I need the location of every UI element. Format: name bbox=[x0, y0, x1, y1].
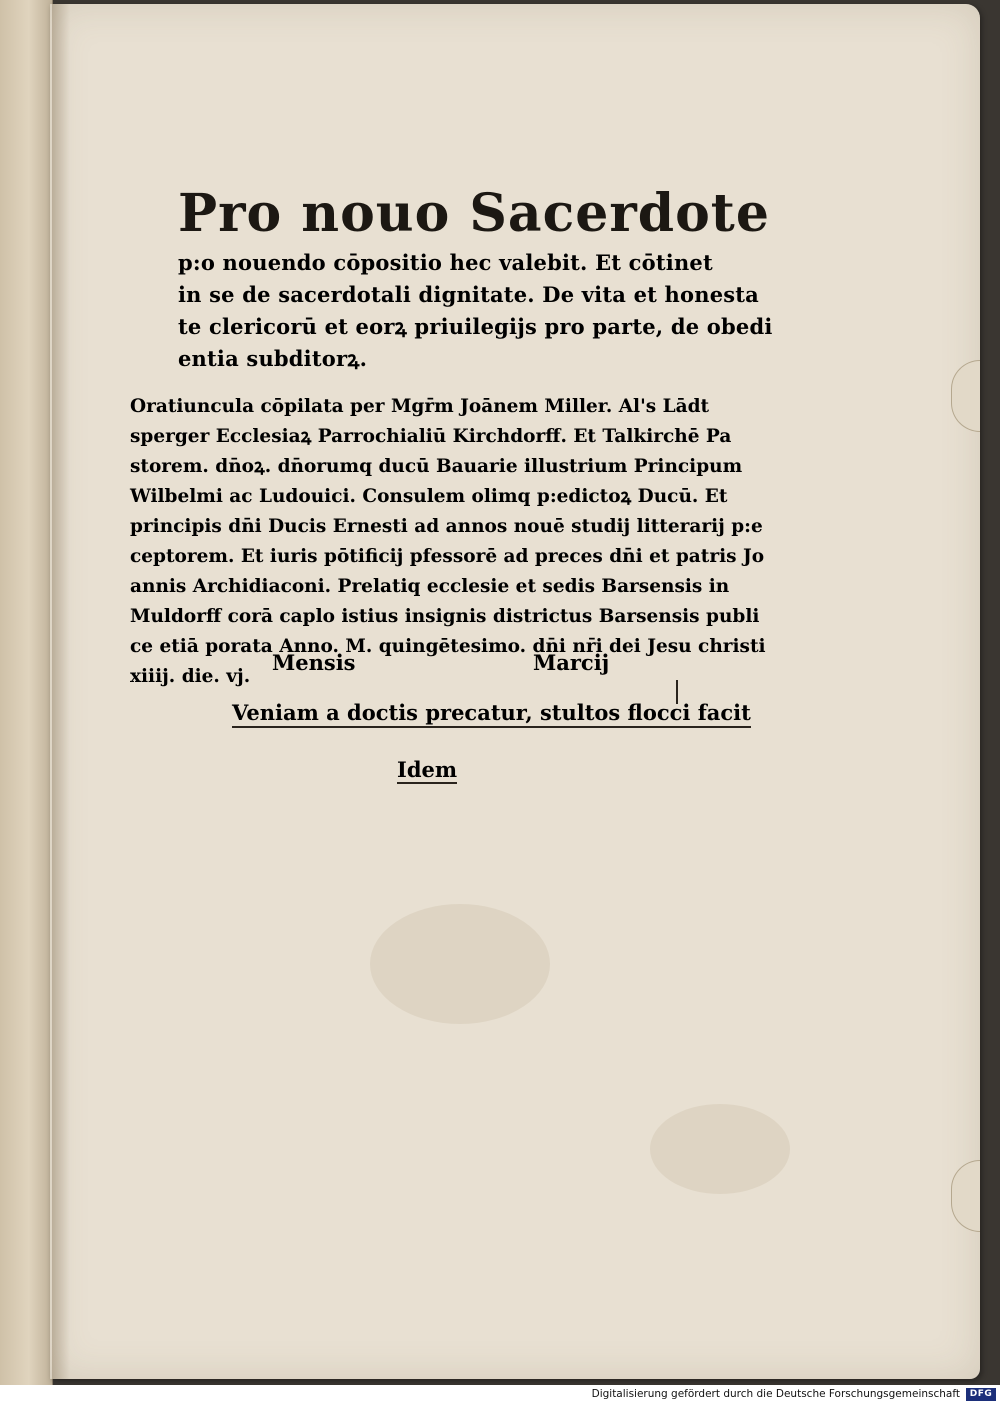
body-line: principis dn̄i Ducis Ernesti ad annos nouē studij litterarij p:e bbox=[130, 516, 763, 537]
subtitle-line: p:o nouendo cōpositio hec valebit. Et cōtinet bbox=[178, 250, 713, 275]
subtitle-line: entia subditorꝝ. bbox=[178, 346, 368, 371]
subtitle-line: te clericorū et eorꝝ priuilegijs pro parte, de obedi bbox=[178, 314, 773, 339]
page-gutter-shadow bbox=[52, 4, 70, 1379]
funding-credit: Digitalisierung gefördert durch die Deutsche Forschungsgemeinschaft bbox=[591, 1388, 960, 1400]
mensis-label: Mensis bbox=[272, 650, 356, 675]
body-line: ceptorem. Et iuris pōtificij pfessorē ad preces dn̄i et patris Jo bbox=[130, 546, 765, 567]
body-line: annis Archidiaconi. Prelatiq ecclesie et sedis Barsensis in bbox=[130, 576, 730, 597]
body-line: sperger Ecclesiaꝝ Parrochialiū Kirchdorff. Et Talkirchē Pa bbox=[130, 426, 732, 447]
previous-page-edge bbox=[0, 0, 53, 1385]
body-line: Oratiuncula cōpilata per Mgr̄m Joānem Miller. Al's Lādt bbox=[130, 396, 710, 417]
venia-line: Veniam a doctis precatur, stultos flocci facit bbox=[232, 700, 751, 728]
paper-stain bbox=[370, 904, 550, 1024]
body-line: ce etiā porata Anno. M. quingētesimo. dn̄i nr̄i dei Jesu christi bbox=[130, 636, 766, 657]
dfg-logo: DFG bbox=[966, 1388, 996, 1401]
body-line: Muldorff corā caplo istius insignis districtus Barsensis publi bbox=[130, 606, 760, 627]
body-line: storem. dn̄oꝝ. dn̄orumq ducū Bauarie illustrium Principum bbox=[130, 456, 743, 477]
idem-label: Idem bbox=[397, 757, 458, 782]
subtitle-line: in se de sacerdotali dignitate. De vita et honesta bbox=[178, 282, 759, 307]
footer-bar bbox=[0, 1385, 1000, 1405]
body-line: xiiij. die. vj. bbox=[130, 666, 251, 687]
page-title: Pro nouo Sacerdote bbox=[178, 183, 770, 244]
body-line: Wilbelmi ac Ludouici. Consulem olimq p:edictoꝝ Ducū. Et bbox=[130, 486, 728, 507]
paper-stain bbox=[650, 1104, 790, 1194]
marcii-label: Marcij bbox=[533, 650, 610, 675]
